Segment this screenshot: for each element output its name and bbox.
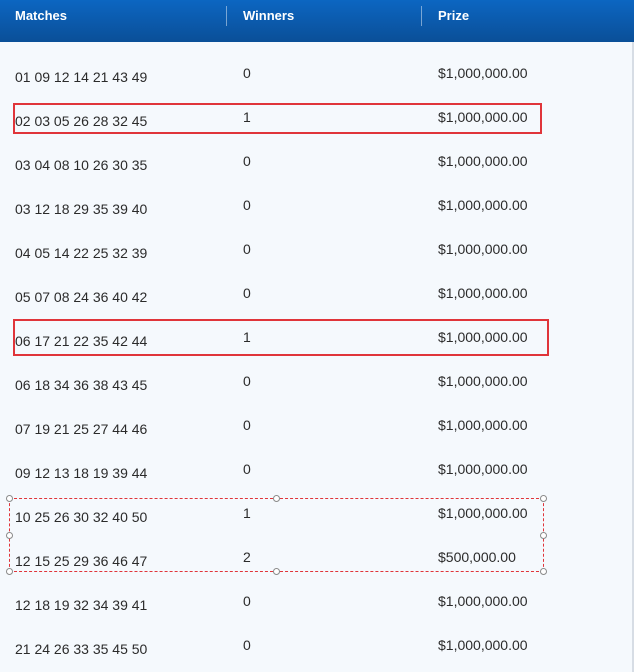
prize-cell: $1,000,000.00 bbox=[438, 65, 528, 81]
matches-cell: 09 12 13 18 19 39 44 bbox=[15, 465, 148, 481]
highlight-box-row-7 bbox=[13, 319, 549, 356]
table-row bbox=[0, 441, 632, 485]
resize-handle[interactable] bbox=[273, 568, 280, 575]
prize-cell: $1,000,000.00 bbox=[438, 505, 528, 521]
table-header bbox=[0, 0, 634, 42]
prize-cell: $500,000.00 bbox=[438, 549, 516, 565]
resize-handle[interactable] bbox=[273, 495, 280, 502]
matches-cell: 01 09 12 14 21 43 49 bbox=[15, 69, 148, 85]
prize-cell: $1,000,000.00 bbox=[438, 637, 528, 653]
prize-cell: $1,000,000.00 bbox=[438, 285, 528, 301]
matches-cell: 05 07 08 24 36 40 42 bbox=[15, 289, 148, 305]
header-prize: Prize bbox=[438, 8, 470, 23]
matches-cell: 12 18 19 32 34 39 41 bbox=[15, 597, 148, 613]
matches-cell: 03 12 18 29 35 39 40 bbox=[15, 201, 148, 217]
winners-cell: 0 bbox=[243, 593, 251, 609]
resize-handle[interactable] bbox=[6, 568, 13, 575]
winners-cell: 2 bbox=[243, 549, 251, 565]
table-row bbox=[0, 45, 632, 89]
matches-cell: 03 04 08 10 26 30 35 bbox=[15, 157, 148, 173]
header-winners: Winners bbox=[243, 8, 295, 23]
selected-annotation-box[interactable] bbox=[9, 498, 544, 572]
winners-cell: 0 bbox=[243, 417, 251, 433]
header-divider bbox=[226, 6, 227, 26]
matches-cell: 10 25 26 30 32 40 50 bbox=[15, 509, 148, 525]
table-row bbox=[0, 177, 632, 221]
table-row bbox=[0, 353, 632, 397]
header-matches: Matches bbox=[15, 8, 68, 23]
table-row bbox=[0, 397, 632, 441]
winners-cell: 0 bbox=[243, 153, 251, 169]
prize-cell: $1,000,000.00 bbox=[438, 109, 528, 125]
header-divider bbox=[421, 6, 422, 26]
winners-cell: 0 bbox=[243, 241, 251, 257]
matches-cell: 07 19 21 25 27 44 46 bbox=[15, 421, 148, 437]
prize-cell: $1,000,000.00 bbox=[438, 593, 528, 609]
winners-cell: 0 bbox=[243, 285, 251, 301]
resize-handle[interactable] bbox=[540, 568, 547, 575]
highlight-box-row-2 bbox=[13, 103, 542, 134]
prize-cell: $1,000,000.00 bbox=[438, 329, 528, 345]
resize-handle[interactable] bbox=[6, 532, 13, 539]
resize-handle[interactable] bbox=[6, 495, 13, 502]
prize-cell: $1,000,000.00 bbox=[438, 461, 528, 477]
table-row bbox=[0, 265, 632, 309]
winners-cell: 0 bbox=[243, 65, 251, 81]
prize-cell: $1,000,000.00 bbox=[438, 373, 528, 389]
prize-cell: $1,000,000.00 bbox=[438, 417, 528, 433]
winners-cell: 1 bbox=[243, 109, 251, 125]
prize-cell: $1,000,000.00 bbox=[438, 197, 528, 213]
winners-cell: 0 bbox=[243, 373, 251, 389]
winners-cell: 0 bbox=[243, 197, 251, 213]
winners-cell: 1 bbox=[243, 329, 251, 345]
matches-cell: 06 17 21 22 35 42 44 bbox=[15, 333, 148, 349]
table-row bbox=[0, 617, 632, 661]
table-row bbox=[0, 133, 632, 177]
winners-cell: 0 bbox=[243, 637, 251, 653]
resize-handle[interactable] bbox=[540, 532, 547, 539]
matches-cell: 06 18 34 36 38 43 45 bbox=[15, 377, 148, 393]
matches-cell: 12 15 25 29 36 46 47 bbox=[15, 553, 148, 569]
matches-cell: 02 03 05 26 28 32 45 bbox=[15, 113, 148, 129]
prize-cell: $1,000,000.00 bbox=[438, 153, 528, 169]
table-row bbox=[0, 573, 632, 617]
table-row bbox=[0, 221, 632, 265]
winners-cell: 1 bbox=[243, 505, 251, 521]
prize-cell: $1,000,000.00 bbox=[438, 241, 528, 257]
winners-cell: 0 bbox=[243, 461, 251, 477]
matches-cell: 21 24 26 33 35 45 50 bbox=[15, 641, 148, 657]
resize-handle[interactable] bbox=[540, 495, 547, 502]
matches-cell: 04 05 14 22 25 32 39 bbox=[15, 245, 148, 261]
